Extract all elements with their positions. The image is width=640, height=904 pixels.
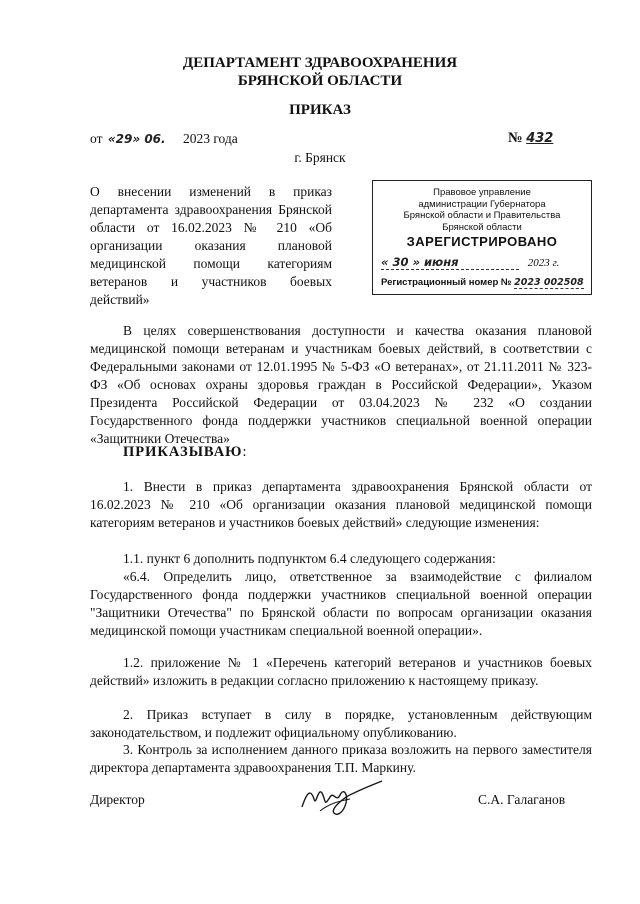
date-suffix: 2023 года [182, 131, 238, 146]
stamp-regnum-row [381, 277, 584, 288]
stamp-regnum-handwritten: 2023 002508 [514, 277, 584, 288]
preamble: В целях совершенствования доступности и качества оказания плановой медицинской помощи ветеранам и участникам боевых действий, в соответствии с Федеральными законами от 12.01.1995 № 5-ФЗ «О ветеранах», от 21.11.2011 № 323-ФЗ «Об основах охраны здоровья граждан в Российской Федерации», Указом Президента Российской Федерации от 03.04.2023 № 232 «О создании Государственного фонда поддержки участников специальной военной операции «Защитники Отечества» [90, 323, 592, 446]
city: г. Брянск [294, 150, 346, 165]
department-title-line2: БРЯНСКОЙ ОБЛАСТИ [237, 73, 403, 89]
number-prefix: № [508, 130, 523, 146]
department-title [0, 54, 640, 90]
stamp-org-line1: Правовое управление [433, 187, 531, 198]
item-2: 2. Приказ вступает в силу в порядке, установленным действующим законодательством, и подлежит официальному опубликованию. [90, 707, 592, 740]
date-handwritten: «29» 06. [107, 132, 166, 146]
stamp-date-row [381, 255, 559, 270]
order-subject: О внесении изменений в приказ департамента здравоохранения Брянской области от 16.02.2023 № 210 «Об организации оказания плановой медицинской помощи категориям ветеранов и участников боевых действий» [90, 184, 332, 307]
stamp-org-line3: Брянской области и Правительства [403, 210, 561, 221]
item-6-4-text: «6.4. Определить лицо, ответственное за взаимодействие с филиалом Государственного фонда поддержки участников специальной военной операции "Защитники Отечества" по Брянской области по вопросам организации оказания медицинской помощи участникам специальной военной операции». [90, 569, 592, 638]
item-1-2: 1.2. приложение № 1 «Перечень категорий ветеранов и участников боевых действий» изложить в редакции согласно приложению к настоящему приказу. [90, 655, 592, 688]
stamp-org-line2: администрации Губернатора [418, 198, 546, 210]
signature-mark [290, 773, 390, 823]
number-handwritten: 432 [526, 131, 554, 146]
item-1: 1. Внести в приказ департамента здравоохранения Брянской области от 16.02.2023 № 210 «Об организации оказания плановой медицинской помощи категориям ветеранов и участников боевых действий» следующие изменения: [90, 479, 592, 530]
order-colon: : [242, 444, 247, 460]
stamp-regnum-label: Регистрационный номер № [381, 277, 512, 288]
order-directive [123, 444, 247, 461]
order-number [508, 130, 553, 147]
order-word: ПРИКАЗЫВАЮ [123, 444, 243, 460]
stamp-registered: ЗАРЕГИСТРИРОВАНО [406, 234, 558, 249]
item-3: 3. Контроль за исполнением данного приказа возложить на первого заместителя директора департамента здравоохранения Т.П. Маркину. [90, 742, 592, 775]
signer-name: С.А. Галаганов [478, 792, 566, 807]
item-1-1: 1.1. пункт 6 дополнить подпунктом 6.4 следующего содержания: [123, 551, 496, 566]
department-title-line1: ДЕПАРТАМЕНТ ЗДРАВООХРАНЕНИЯ [182, 55, 458, 71]
signer-title: Директор [90, 792, 145, 807]
stamp-org-line4: Брянской области [442, 221, 522, 233]
date-prefix: от [90, 131, 103, 146]
order-date [90, 131, 238, 147]
stamp-year: 2023 г. [527, 257, 560, 269]
stamp-date-handwritten: « 30 » июня [381, 255, 519, 270]
stamp-organization [373, 187, 591, 233]
registration-stamp [372, 180, 592, 295]
document-type: ПРИКАЗ [289, 102, 351, 118]
